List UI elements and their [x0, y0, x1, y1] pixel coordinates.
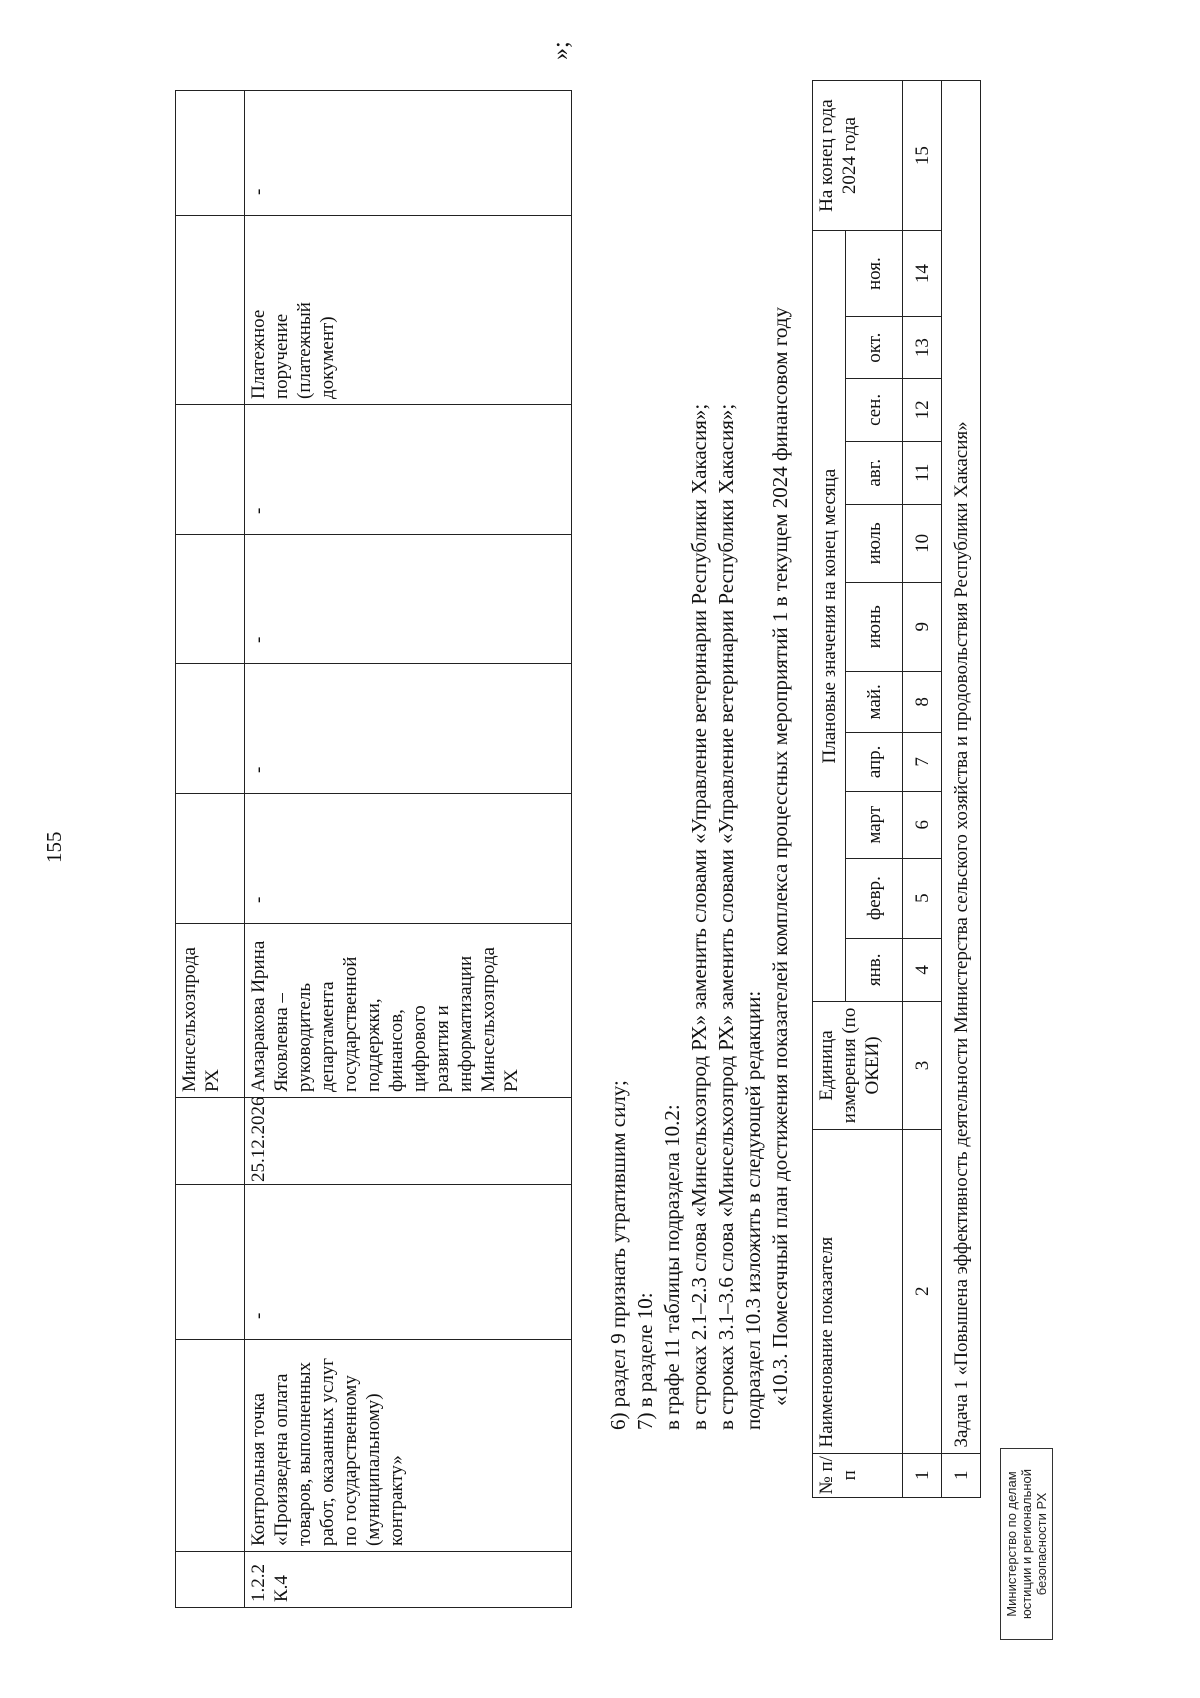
header-planned: Плановые значения на конец месяца	[813, 231, 846, 1002]
header-year-end: На конец года 2024 года	[813, 81, 903, 231]
month-cell: июль	[846, 504, 903, 582]
month-cell: апр.	[846, 732, 903, 791]
table-cell	[176, 216, 245, 405]
text-line-4: в строках 2.1–2.3 слова «Минсельхозпрод РХ» заменить словами «Управление ветеринарии Республики Хакасия»;	[687, 403, 711, 1430]
table-cell: -	[245, 664, 572, 794]
month-cell: февр.	[846, 858, 903, 938]
column-number: 12	[903, 379, 942, 441]
table-cell: -	[245, 794, 572, 924]
table-cell	[176, 664, 245, 794]
header-name: Наименование показателя	[813, 1129, 903, 1453]
column-number: 14	[903, 231, 942, 317]
control-point-table	[175, 90, 572, 1608]
table-cell: -	[245, 1185, 572, 1340]
table-cell: -	[245, 91, 572, 216]
month-cell: май.	[846, 671, 903, 732]
month-cell: окт.	[846, 317, 903, 379]
column-numbers-row	[903, 81, 942, 1498]
column-number: 4	[903, 938, 942, 1001]
column-number: 5	[903, 858, 942, 938]
month-cell: ноя.	[846, 231, 903, 317]
column-number: 15	[903, 81, 942, 231]
responsible-cell: Минсельхозпрода РХ	[176, 924, 245, 1098]
column-number: 8	[903, 671, 942, 732]
table1-row-1-2-2	[245, 91, 572, 1608]
text-line-5: в строках 3.1–3.6 слова «Минсельхозпрод РХ» заменить словами «Управление ветеринарии Республики Хакасия»;	[714, 403, 738, 1430]
column-number: 11	[903, 441, 942, 504]
text-line-2: 7) в разделе 10:	[633, 1292, 657, 1430]
table-cell	[176, 1098, 245, 1185]
header-row	[813, 81, 846, 1498]
month-cell: март	[846, 791, 903, 858]
header-unit: Единица измерения (по ОКЕИ)	[813, 1002, 903, 1130]
month-cell: авг.	[846, 441, 903, 504]
task-number: 1	[942, 1453, 981, 1497]
text-line-7: «10.3. Помесячный план достижения показателей комплекса процессных мероприятий 1 в текущем 2024 финансовом году	[768, 307, 792, 1406]
column-number: 6	[903, 791, 942, 858]
table-cell: -	[245, 405, 572, 535]
responsible-person-cell: Амзаракова Ирина Яковлевна – руководитель департамента государственной поддержки, финансов, цифрового развития и информатизации Минсельхозпрода РХ	[245, 924, 572, 1098]
column-number: 10	[903, 504, 942, 582]
table1-closing-mark: »;	[548, 41, 574, 60]
monthly-plan-table	[812, 80, 981, 1498]
page-number: 155	[42, 831, 66, 863]
column-number: 13	[903, 317, 942, 379]
month-cell: янв.	[846, 938, 903, 1001]
table-cell	[176, 1185, 245, 1340]
text-line-3: в графе 11 таблицы подраздела 10.2:	[660, 1104, 684, 1430]
row-name-cell: Контрольная точка «Произведена оплата товаров, выполненных работ, оказанных услуг по государственному (муниципальному) контракту»	[245, 1340, 572, 1552]
registration-stamp	[1000, 1448, 1053, 1640]
date-cell: 25.12.2026	[245, 1098, 572, 1185]
column-number: 7	[903, 732, 942, 791]
month-cell: июнь	[846, 582, 903, 671]
table-cell	[176, 794, 245, 924]
table-cell	[176, 1340, 245, 1552]
row-number-cell: 1.2.2 К.4	[245, 1552, 572, 1608]
header-num: № п/п	[813, 1453, 903, 1497]
table-cell	[176, 535, 245, 664]
table-cell	[176, 1552, 245, 1608]
task-row	[942, 81, 981, 1498]
text-line-1: 6) раздел 9 признать утратившим силу;	[606, 1080, 630, 1430]
task-text: Задача 1 «Повышена эффективность деятельности Министерства сельского хозяйства и продовольствия Республики Хакасия»	[942, 81, 981, 1454]
text-line-6: подраздел 10.3 изложить в следующей редакции:	[741, 990, 765, 1430]
column-number: 9	[903, 582, 942, 671]
column-number: 2	[903, 1129, 942, 1453]
stamp-line: юстиции и региональной	[1019, 1468, 1034, 1620]
table-cell	[176, 405, 245, 535]
month-cell: сен.	[846, 379, 903, 441]
document-cell: Платежное поручение (платежный документ)	[245, 216, 572, 405]
column-number: 3	[903, 1002, 942, 1130]
column-number: 1	[903, 1453, 942, 1497]
stamp-line: безопасности РХ	[1034, 1492, 1049, 1596]
table1-top-row	[176, 91, 245, 1608]
table-cell	[176, 91, 245, 216]
stamp-line: Министерство по делам	[1004, 1471, 1019, 1617]
table-cell: -	[245, 535, 572, 664]
